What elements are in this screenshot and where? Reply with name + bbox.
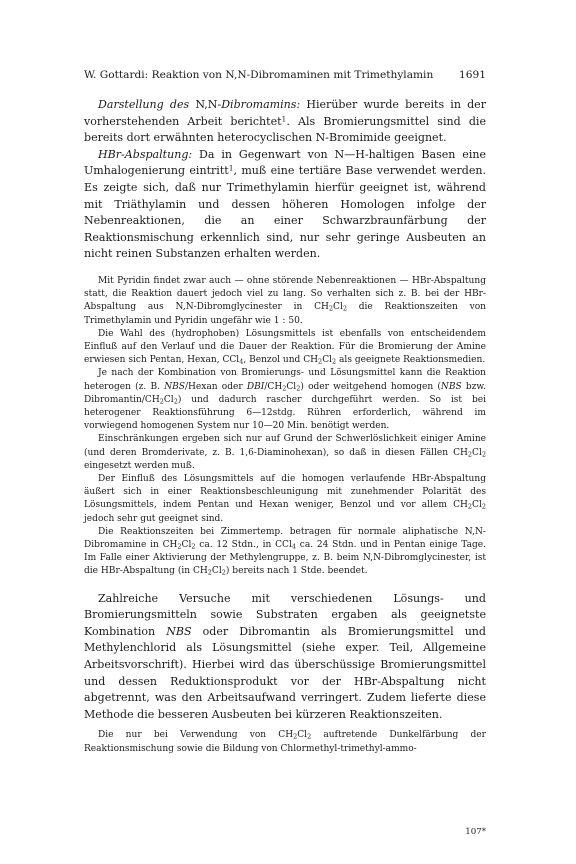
- small-paragraph-pyridin: [84, 275, 486, 328]
- paragraph-text: Zahlreiche Versuche mit verschiedenen Lösungs- und Bromierungsmitteln sowie Substraten ergaben als geeignetste Kombination: [84, 591, 486, 638]
- paragraph-text: eingesetzt werden muß.: [84, 460, 195, 471]
- paragraph-text: /CH: [264, 381, 283, 392]
- subscript: 2: [282, 383, 287, 392]
- paragraph-text: Die Reaktionszeiten bei Zimmertemp. betragen für normale aliphatische N,N-Dibromamine in CH: [84, 526, 486, 550]
- subscript: 2: [318, 357, 323, 366]
- paragraph-text: , Benzol und CH: [243, 355, 319, 366]
- paragraph-darstellung: [84, 97, 486, 147]
- paragraph-text: ) und dadurch rascher durchgeführt werden. So ist bei heterogener Reaktionsführung 6—12stdg. Rühren erforderlich, während im vorwiegend homogenen System nur 10—20 Min. benötigt werden.: [84, 394, 486, 432]
- subscript: 2: [481, 502, 486, 511]
- small-paragraph-einschraenkungen: [84, 433, 486, 473]
- subscript: 2: [159, 397, 164, 406]
- subscript: 2: [177, 542, 182, 551]
- subscript: 2: [481, 449, 486, 458]
- paragraph-text: Einschränkungen ergeben sich nur auf Grund der Schwerlöslichkeit einiger Amine (und deren Bromderivate, z. B. 1,6-Diaminohexan), so daß in diesen Fällen CH: [84, 434, 486, 458]
- subscript: 2: [342, 304, 347, 313]
- small-paragraph-loesungsmittel: [84, 328, 486, 368]
- paragraph-text: . Als Bromierungsmittel sind die bereits dort erwähnten heterocyclischen N-Bromimide geeignet.: [84, 114, 486, 145]
- section-title-prefix: N,N-: [195, 98, 222, 111]
- paragraph-text: jedoch sehr gut geeignet sind.: [84, 513, 224, 524]
- paragraph-text: Cl: [181, 540, 192, 550]
- abbreviation-dbi: DBI: [246, 381, 265, 392]
- paragraph-text: Die nur bei Verwendung von CH: [98, 730, 294, 741]
- paragraph-text: Cl: [472, 500, 482, 511]
- paragraph-text: Cl: [163, 394, 174, 405]
- subscript: 2: [207, 568, 212, 577]
- paragraph-text: Cl: [211, 566, 222, 577]
- running-title: W. Gottardi: Reaktion von N,N-Dibromaminen mit Trimethylamin: [84, 69, 434, 81]
- paragraph-hbr-abspaltung: [84, 147, 486, 263]
- running-header: [84, 68, 486, 82]
- paragraph-text: Hierüber wurde bereits in der vorherstehenden Arbeit berichtet: [84, 98, 486, 128]
- paragraph-text: oder Dibromantin als Bromierungsmittel und Methylenchlorid als Lösungsmittel (siehe exper. Teil, Allgemeine Arbeitsvorschrift). Hierbei wird das überschüssige Bromierungsmittel und dessen Reduktionsprodukt vor der HBr-Abspaltung nicht abgetrennt, was den Arbeitsaufwand verringert. Zudem lieferte diese Methode die besseren Ausbeuten bei kürzeren Reaktionszeiten.: [84, 624, 486, 721]
- page-number: 1691: [459, 69, 486, 81]
- subscript: 2: [296, 383, 301, 392]
- subscript: 4: [291, 542, 296, 551]
- subscript: 2: [221, 568, 226, 577]
- paragraph-text: auftretende Dunkelfärbung der Reaktionsmischung sowie die Bildung von Chlormethyl-trimethyl-ammo-: [84, 730, 486, 754]
- paragraph-text: ca. 12 Stdn., in CCl: [195, 540, 292, 550]
- subscript: 2: [467, 502, 473, 511]
- paragraph-text: bzw. Dibromantin/CH: [84, 381, 486, 405]
- small-paragraph-dunkelfaerbung: [84, 729, 486, 755]
- paragraph-text: Cl: [297, 730, 308, 741]
- small-paragraph-einfluss: [84, 473, 486, 526]
- abbreviation-nbs: NBS: [166, 624, 192, 638]
- paragraph-text: Cl: [333, 302, 343, 313]
- paragraph-text: die Reaktionszeiten von Trimethylamin und Pyridin ungefähr wie 1 : 50.: [84, 302, 486, 326]
- small-paragraph-reaktionszeiten: [84, 526, 486, 579]
- footnote-reference: 1: [228, 164, 234, 173]
- subscript: 2: [293, 732, 298, 741]
- subscript: 2: [467, 449, 473, 458]
- subscript: 2: [332, 357, 337, 366]
- paragraph-text: Der Einfluß des Lösungsmittels auf die homogen verlaufende HBr-Abspaltung äußert sich in einer Reaktionsbeschleunigung mit zunehmender Polarität des Lösungsmittels, indem Pentan und Hexan weniger, Benzol und vor allem CH: [84, 473, 486, 511]
- subscript: 2: [307, 732, 312, 741]
- signature-mark: 107*: [465, 827, 486, 837]
- small-paragraph-kombination: [84, 367, 486, 433]
- abbreviation-nbs: NBS: [440, 381, 462, 392]
- paragraph-text: ca. 24 Stdn. und in Pentan einige Tage. Im Falle einer Aktivierung der Methylengruppe, z. B. beim N,N-Dibromglycinester, ist die HBr-Abspaltung (in CH: [84, 540, 487, 577]
- section-title-hbr-abspaltung: HBr-Abspaltung:: [98, 147, 193, 161]
- footnote-reference: 1: [281, 114, 287, 124]
- subscript: 4: [239, 357, 244, 366]
- paragraph-text: /Hexan oder: [184, 381, 247, 392]
- paragraph-text: als geeignete Reaktionsmedien.: [336, 355, 486, 366]
- paragraph-text: ) bereits nach 1 Stde. beendet.: [225, 566, 368, 577]
- section-title-dibromamins: Dibromamins:: [221, 98, 301, 111]
- paragraph-text: , muß eine tertiäre Base verwendet werden. Es zeigte sich, daß nur Trimethylamin hierfür geeignet ist, während mit Triäthylamin und dessen höheren Homologen infolge der Nebenreaktionen, die an einer Schwarzbraunfärbung der Reaktionsmischung erkennlich sind, nur sehr geringe Ausbeuten an nicht reinen Substanzen erhalten werden.: [84, 164, 486, 261]
- paragraph-text: Cl: [286, 381, 297, 392]
- paragraph-text: Je nach der Kombination von Bromierungs- und Lösungsmittel kann die Reaktion heterogen (z. B.: [84, 368, 486, 392]
- abbreviation-nbs: NBS: [164, 381, 185, 392]
- paragraph-text: ) oder weitgehend homogen (: [300, 381, 441, 392]
- paragraph-text: Die Wahl des (hydrophoben) Lösungsmittels ist ebenfalls von entscheidendem Einfluß auf den Verlauf und die Dauer der Reaktion. Für die Bromierung der Amine erwiesen sich Pentan, Hexan, CCl: [84, 328, 486, 366]
- paragraph-text: Mit Pyridin findet zwar auch — ohne störende Nebenreaktionen — HBr-Abspaltung statt, die Reaktion dauert jedoch viel zu lang. So verhalten sich z. B. bei der HBr-Abspaltung aus N,N-Dibromglycinester in CH: [84, 275, 486, 313]
- section-title-darstellung: Darstellung des: [98, 98, 190, 111]
- page-body: [84, 97, 486, 756]
- paragraph-text: Cl: [322, 355, 333, 366]
- paragraph-text: Da in Gegenwart von N—H-haltigen Basen eine Umhalogenierung eintritt: [84, 147, 486, 178]
- subscript: 2: [173, 397, 178, 406]
- paragraph-versuche: [84, 591, 486, 724]
- journal-page: [84, 0, 486, 864]
- subscript: 2: [328, 304, 334, 313]
- subscript: 2: [191, 542, 196, 551]
- paragraph-text: Cl: [472, 447, 482, 458]
